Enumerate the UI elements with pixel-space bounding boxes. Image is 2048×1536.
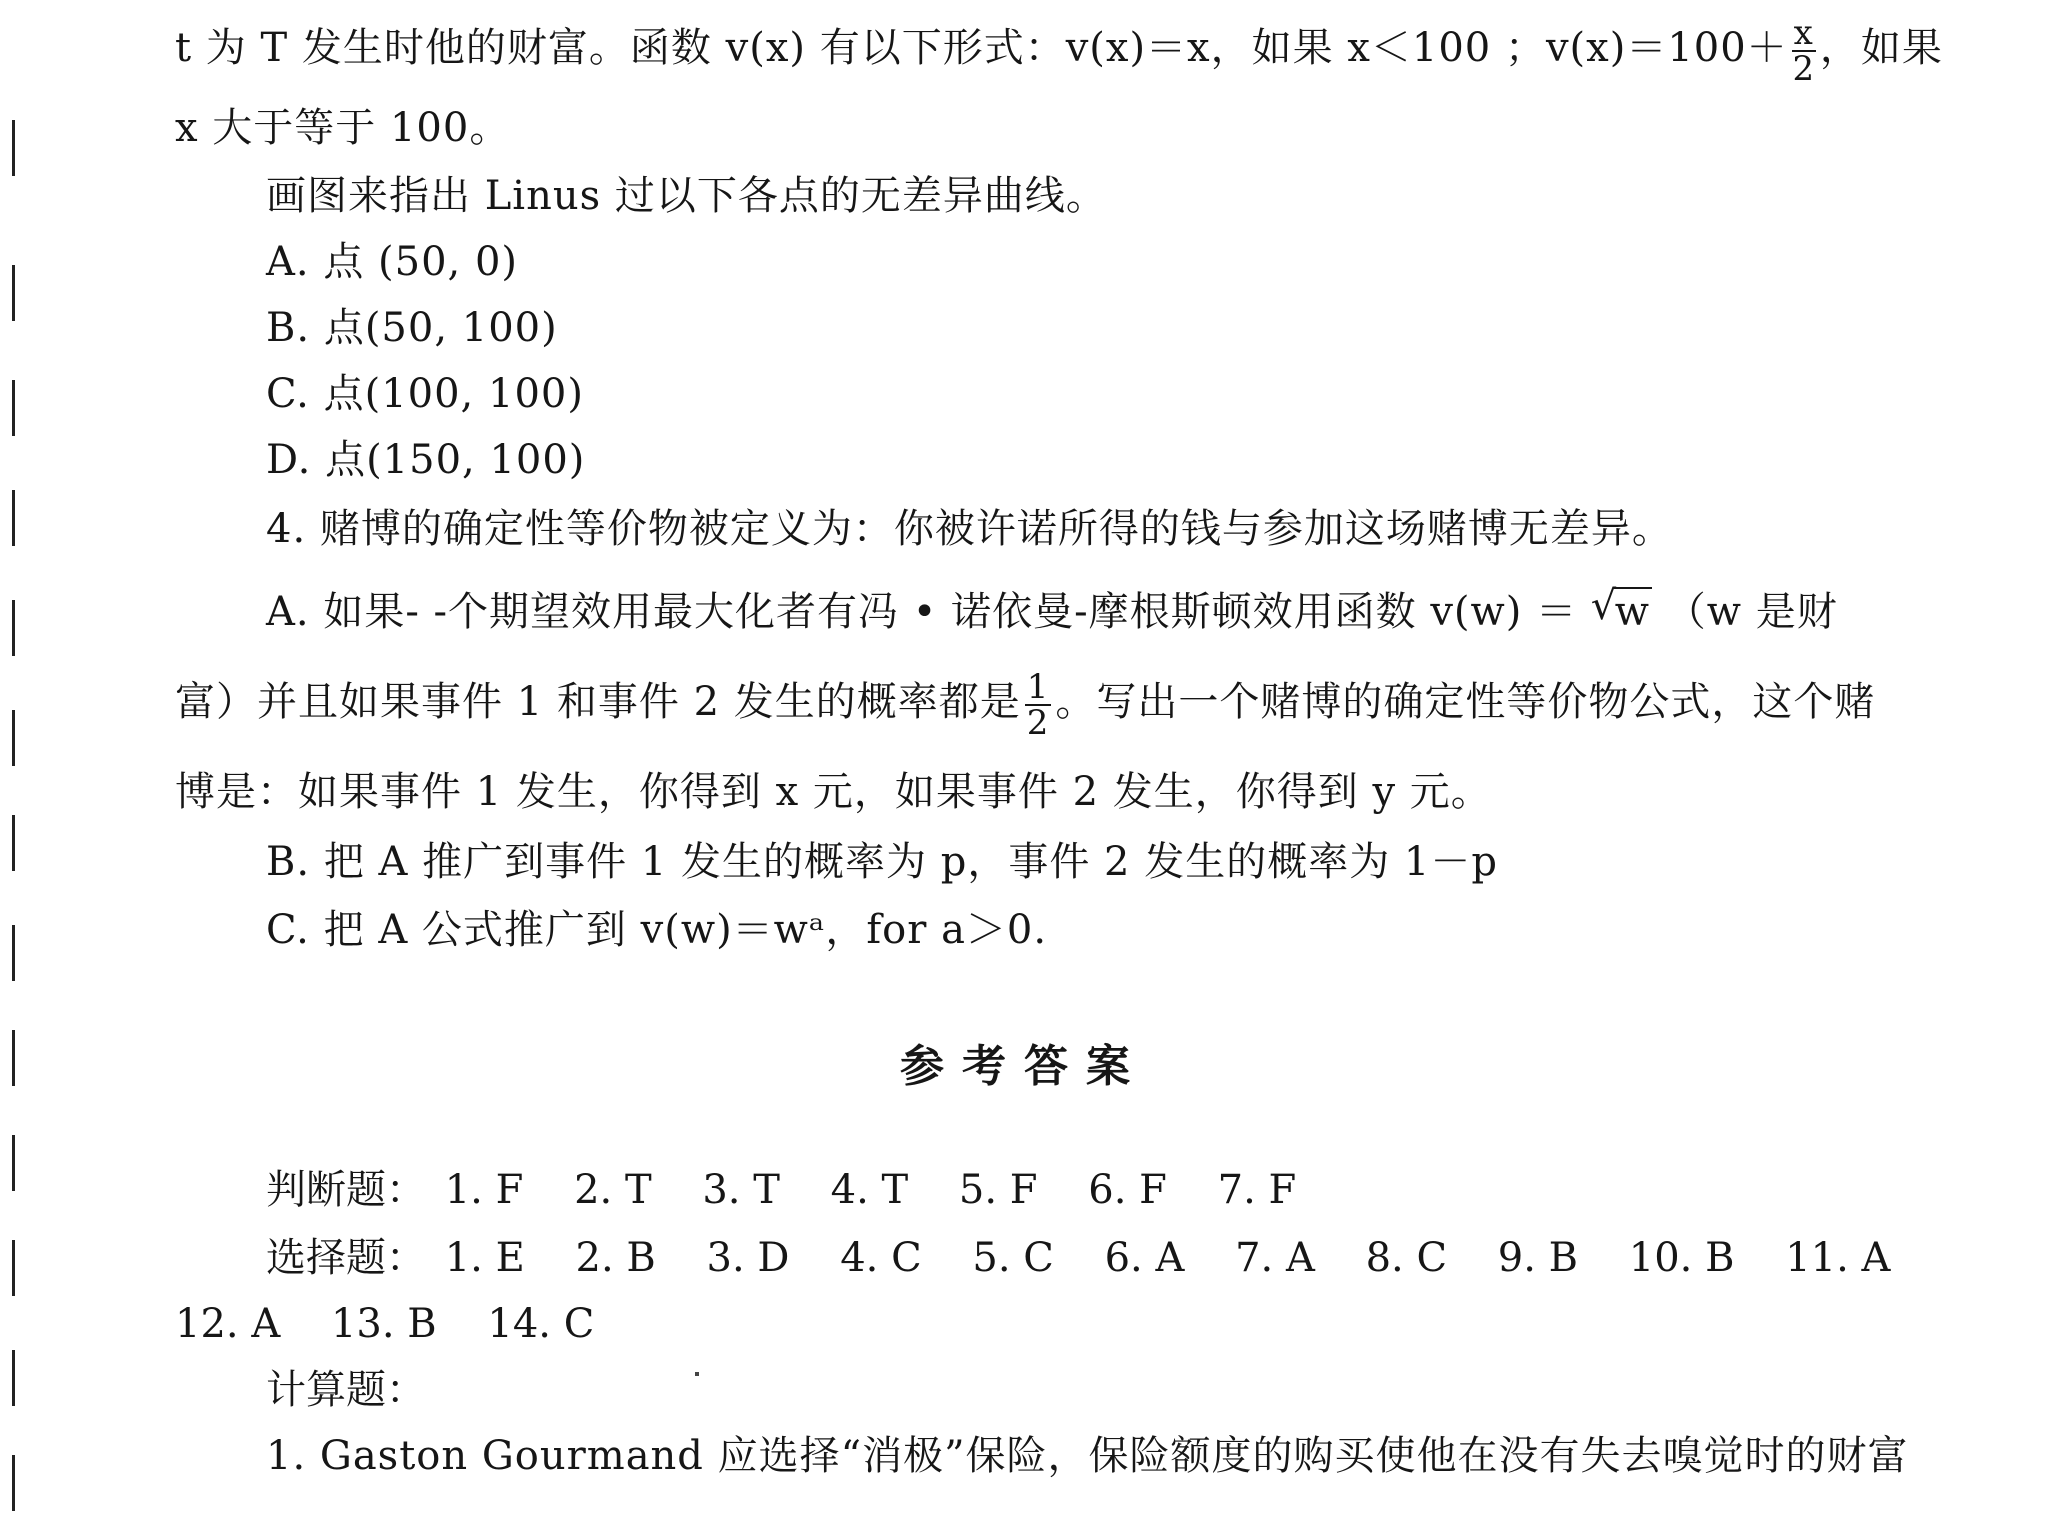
option-d: D. 点(150, 100) xyxy=(266,437,586,483)
calc-answer-1: 1. Gaston Gourmand 应选择“消极”保险，保险额度的购买使他在没有失去嗅觉时的财富 xyxy=(266,1433,1909,1479)
question-4: 4. 赌博的确定性等价物被定义为：你被许诺所得的钱与参加这场赌博无差异。 xyxy=(266,506,1673,552)
text-span: （w 是财 xyxy=(1665,589,1838,635)
scan-speck xyxy=(695,1372,699,1376)
mc-answers-row-1 xyxy=(266,1234,1890,1282)
margin-bar xyxy=(12,1350,15,1406)
text-line-13: C. 把 A 公式推广到 v(w)＝wᵃ，for a＞0. xyxy=(266,907,1048,953)
text-line-10 xyxy=(175,667,1876,743)
margin-bar xyxy=(12,120,15,176)
text-line-2: x 大于等于 100。 xyxy=(175,105,511,151)
option-c: C. 点(100, 100) xyxy=(266,371,584,417)
tf-answer: 4. T xyxy=(830,1167,909,1213)
tf-label: 判断题： xyxy=(266,1167,426,1213)
text-line-11: 博是：如果事件 1 发生，你得到 x 元，如果事件 2 发生，你得到 y 元。 xyxy=(175,769,1492,815)
mc-answer: 12. A xyxy=(175,1301,281,1347)
text-span: t 为 T 发生时他的财富。函数 v(x) 有以下形式：v(x)＝x，如果 x＜100 ；v(x)＝100＋ xyxy=(175,25,1788,71)
mc-answer: 6. A xyxy=(1104,1235,1185,1281)
tf-answer: 1. F xyxy=(444,1167,524,1213)
calc-label: 计算题： xyxy=(266,1367,426,1413)
mc-answer: 4. C xyxy=(840,1235,922,1281)
margin-bar xyxy=(12,925,15,981)
margin-bar xyxy=(12,490,15,546)
tf-answers-row xyxy=(266,1166,1334,1214)
text-line-3: 画图来指出 Linus 过以下各点的无差异曲线。 xyxy=(266,173,1107,219)
mc-answer: 2. B xyxy=(575,1235,656,1281)
margin-bar xyxy=(12,1455,15,1511)
fraction-denominator: 2 xyxy=(1792,49,1816,89)
tf-answer: 6. F xyxy=(1088,1167,1167,1213)
sqrt-radicand: w xyxy=(1614,589,1651,635)
margin-bar xyxy=(12,380,15,436)
fraction-x-over-2 xyxy=(1792,13,1816,89)
text-line-9 xyxy=(266,583,1838,636)
radical-sign: √ xyxy=(1590,583,1618,629)
margin-bar xyxy=(12,1135,15,1191)
tf-answer: 7. F xyxy=(1217,1167,1297,1213)
text-line-12: B. 把 A 推广到事件 1 发生的概率为 p，事件 2 发生的概率为 1－p xyxy=(266,839,1498,885)
margin-bar xyxy=(12,710,15,766)
text-span: 富）并且如果事件 1 和事件 2 发生的概率都是 xyxy=(175,679,1021,725)
mc-answer: 1. E xyxy=(444,1235,525,1281)
mc-answer: 9. B xyxy=(1497,1235,1579,1281)
mc-answer: 13. B xyxy=(330,1301,437,1347)
sqrt-expression xyxy=(1590,583,1652,636)
mc-answer: 14. C xyxy=(487,1301,595,1347)
fraction-numerator: x xyxy=(1793,13,1814,53)
mc-label: 选择题： xyxy=(266,1235,426,1281)
fraction-numerator: 1 xyxy=(1026,667,1050,707)
answers-heading: 参考答案 xyxy=(900,1041,1148,1092)
text-span: ，如果 xyxy=(1819,25,1943,71)
margin-bar xyxy=(12,265,15,321)
mc-answer: 11. A xyxy=(1785,1235,1891,1281)
margin-bar xyxy=(12,1240,15,1296)
tf-answer: 5. F xyxy=(958,1167,1038,1213)
tf-answer: 2. T xyxy=(574,1167,652,1213)
mc-answer: 10. B xyxy=(1628,1235,1735,1281)
margin-bar xyxy=(12,815,15,871)
mc-answer: 3. D xyxy=(706,1235,790,1281)
text-span: 。写出一个赌博的确定性等价物公式，这个赌 xyxy=(1055,679,1876,725)
option-a: A. 点 (50, 0) xyxy=(266,239,519,285)
tf-answer: 3. T xyxy=(702,1167,780,1213)
mc-answer: 7. A xyxy=(1235,1235,1315,1281)
margin-bar xyxy=(12,600,15,656)
text-line-1 xyxy=(175,13,1943,89)
fraction-denominator: 2 xyxy=(1026,703,1050,743)
fraction-one-half xyxy=(1025,667,1052,743)
mc-answers-row-2 xyxy=(175,1300,632,1348)
option-b: B. 点(50, 100) xyxy=(266,305,558,351)
text-span: A. 如果- -个期望效用最大化者有冯 • 诺依曼-摩根斯顿效用函数 v(w) ＝ xyxy=(266,589,1578,635)
mc-answer: 8. C xyxy=(1365,1235,1448,1281)
mc-answer: 5. C xyxy=(972,1235,1054,1281)
